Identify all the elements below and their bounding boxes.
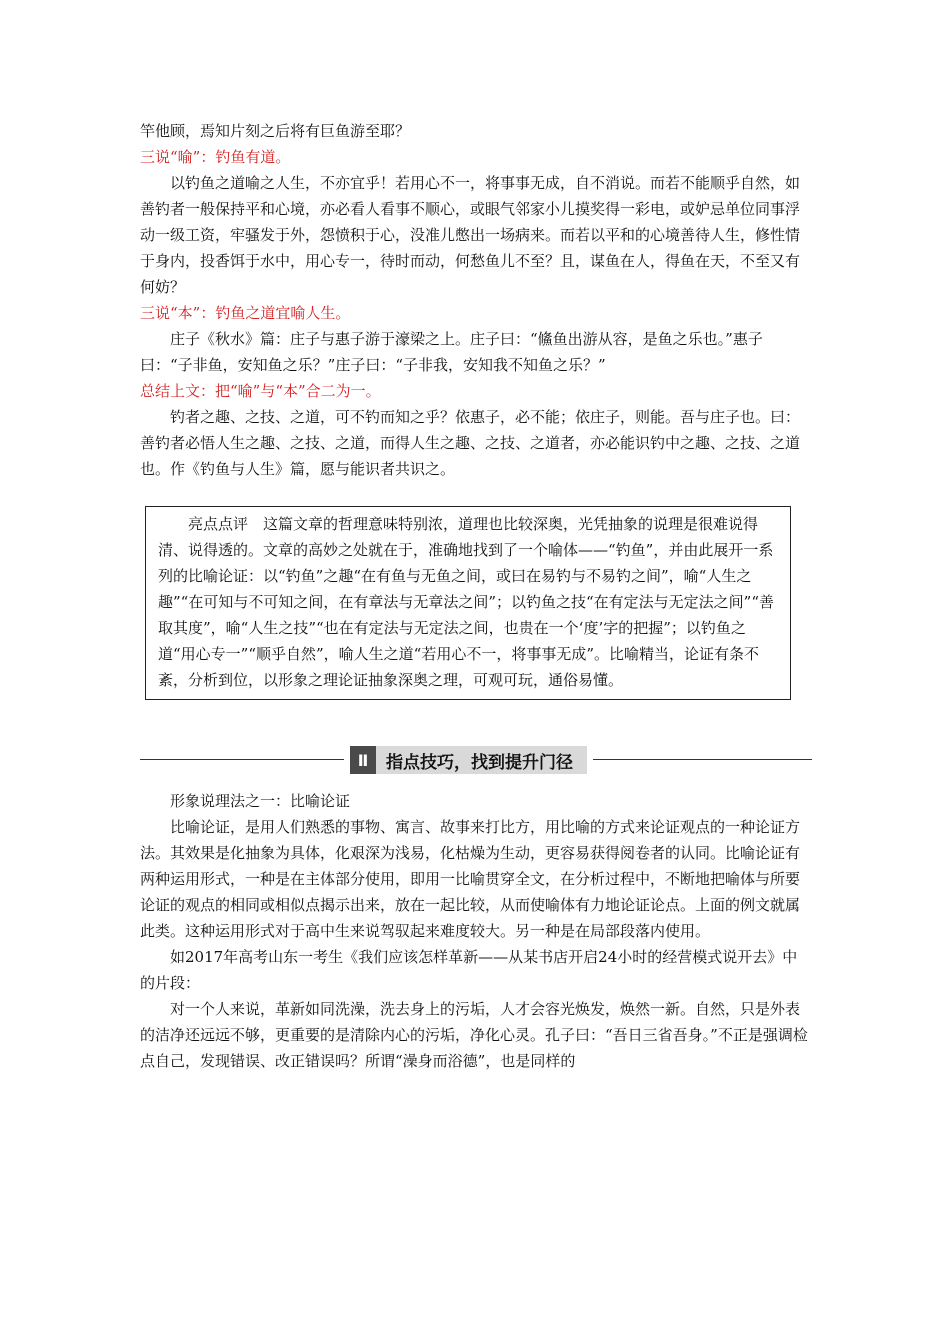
- comment-text: 这篇文章的哲理意味特别浓，道理也比较深奥，光凭抽象的说理是很难说得清、说得透的。文章的高妙之处就在于，准确地找到了一个喻体——“钓鱼”，并由此展开一系列的比喻论证：以“钓鱼”之趣“在有鱼与无鱼之间，或曰在易钓与不易钓之间”，喻“人生之趣”“在可知与不可知之间，在有章法与无章法之间”；以钓鱼之技“在有定法与无定法之间”“善取其度”，喻“人生之技”“也在有定法与无定法之间，也贵在一个‘度’字的把握”；以钓鱼之道“用心专一”“顺乎自然”，喻人生之道“若用心不一，将事事无成”。比喻精当，论证有条不紊，分析到位，以形象之理论证抽象深奥之理，可观可玩，通俗易懂。: [158, 515, 775, 689]
- highlight-comment-box: [145, 506, 791, 700]
- section-heading-yu: 三说“喻”：钓鱼有道。: [140, 148, 291, 166]
- paragraph: 以钓鱼之道喻之人生，不亦宜乎！若用心不一，将事事无成，自不消说。而若不能顺乎自然，如善钓者一般保持平和心境，亦必看人看事不顺心，或眼气邻家小儿摸奖得一彩电，或妒忌单位同事浮动一级工资，牢骚发于外，怨愤积于心，没准儿憋出一场病来。而若以平和的心境善待人生，修性情于身内，投香饵于水中，用心专一，待时而动，何愁鱼儿不至？且，谋鱼在人，得鱼在天，不至又有何妨？: [140, 174, 801, 296]
- paragraph: 比喻论证，是用人们熟悉的事物、寓言、故事来打比方，用比喻的方式来论证观点的一种论证方法。其效果是化抽象为具体，化艰深为浅易，化枯燥为生动，更容易获得阅卷者的认同。比喻论证有两种运用形式，一种是在主体部分使用，即用一比喻贯穿全文，在分析过程中，不断地把喻体与所要论证的观点的相同或相似点揭示出来，放在一起比较，从而使喻体有力地论证论点。上面的例文就属此类。这种运用形式对于高中生来说驾驭起来难度较大。另一种是在局部段落内使用。: [140, 818, 801, 940]
- comment-label: 亮点点评: [188, 515, 249, 533]
- paragraph: 对一个人来说，革新如同洗澡，洗去身上的污垢，人才会容光焕发，焕然一新。自然，只是外表的洁净还远远不够，更重要的是清除内心的污垢，净化心灵。孔子曰：“吾日三省吾身。”不正是强调检点自己，发现错误、改正错误吗？所谓“澡身而浴德”，也是同样的: [140, 1000, 808, 1070]
- section-divider: [140, 746, 812, 774]
- subheading: 形象说理法之一：比喻论证: [170, 792, 351, 810]
- paragraph: 钓者之趣、之技、之道，可不钓而知之乎？依惠子，必不能；依庄子，则能。吾与庄子也。曰：善钓者必悟人生之趣、之技、之道，而得人生之趣、之技、之道者，亦必能识钓中之趣、之技、之道也。作《钓鱼与人生》篇，愿与能识者共识之。: [140, 408, 801, 478]
- paragraph: 庄子《秋水》篇：庄子与惠子游于濠梁之上。庄子曰：“鯈鱼出游从容，是鱼之乐也。”惠子曰：“子非鱼，安知鱼之乐？”庄子曰：“子非我，安知我不知鱼之乐？”: [140, 330, 763, 374]
- section-heading-summary: 总结上文：把“喻”与“本”合二为一。: [140, 382, 381, 400]
- section-heading-ben: 三说“本”：钓鱼之道宜喻人生。: [140, 304, 351, 322]
- section-title: 指点技巧，找到提升门径: [376, 746, 587, 774]
- paragraph-fragment: 竿他顾，焉知片刻之后将有巨鱼游至耶？: [140, 122, 411, 140]
- document-body: [140, 118, 812, 1074]
- section-number: Ⅱ: [350, 746, 376, 774]
- section-badge: [344, 746, 593, 774]
- section-two-body: [140, 788, 812, 1074]
- paragraph: 如2017年高考山东一考生《我们应该怎样革新——从某书店开启24小时的经营模式说开去》中的片段：: [140, 948, 798, 992]
- comment-paragraph: [158, 511, 778, 693]
